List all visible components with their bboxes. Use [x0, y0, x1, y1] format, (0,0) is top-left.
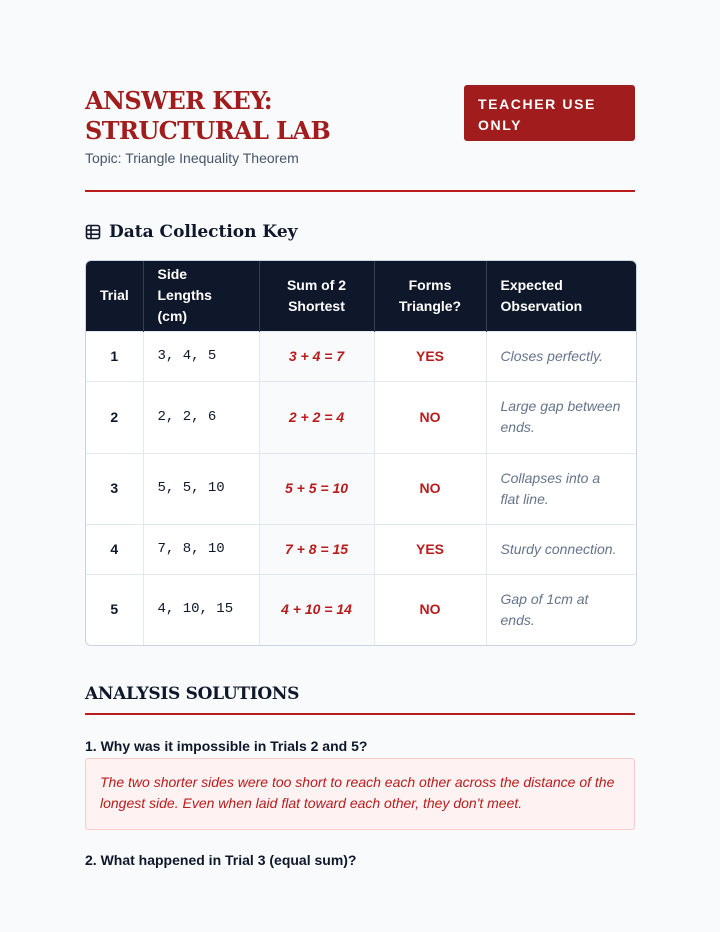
- data-collection-table: [86, 261, 636, 645]
- table-header-row: [86, 261, 636, 331]
- sum-cell: 5 + 5 = 10: [259, 453, 374, 524]
- forms-triangle-cell: YES: [374, 331, 486, 381]
- analysis-divider: [85, 713, 635, 715]
- table-row: [86, 453, 636, 524]
- trial-cell: 1: [86, 331, 143, 381]
- data-collection-heading: [85, 222, 298, 242]
- column-header: Trial: [86, 261, 143, 331]
- data-table-container: [85, 260, 637, 646]
- forms-triangle-cell: NO: [374, 381, 486, 453]
- data-collection-title: Data Collection Key: [109, 222, 298, 242]
- column-header: Side Lengths (cm): [143, 261, 259, 331]
- forms-triangle-cell: YES: [374, 524, 486, 574]
- forms-triangle-cell: NO: [374, 574, 486, 645]
- table-row: [86, 574, 636, 645]
- table-row: [86, 331, 636, 381]
- trial-cell: 5: [86, 574, 143, 645]
- header-divider: [85, 190, 635, 192]
- observation-cell: Closes perfectly.: [486, 331, 636, 381]
- forms-triangle-cell: NO: [374, 453, 486, 524]
- table-row: [86, 381, 636, 453]
- sum-cell: 4 + 10 = 14: [259, 574, 374, 645]
- sum-cell: 7 + 8 = 15: [259, 524, 374, 574]
- column-header: Forms Triangle?: [374, 261, 486, 331]
- table-row: [86, 524, 636, 574]
- question-1: 1. Why was it impossible in Trials 2 and 5?: [85, 738, 368, 754]
- analysis-heading: ANALYSIS SOLUTIONS: [85, 684, 300, 704]
- page-title: ANSWER KEY: STRUCTURAL LAB: [85, 86, 331, 145]
- page-header: [85, 0, 635, 192]
- observation-cell: Large gap between ends.: [486, 381, 636, 453]
- column-header: Expected Observation: [486, 261, 636, 331]
- side-lengths-cell: 2, 2, 6: [143, 381, 259, 453]
- side-lengths-cell: 3, 4, 5: [143, 331, 259, 381]
- question-2: 2. What happened in Trial 3 (equal sum)?: [85, 852, 357, 868]
- table-icon: [85, 224, 101, 240]
- observation-cell: Collapses into a flat line.: [486, 453, 636, 524]
- answer-key-page: [85, 0, 635, 868]
- side-lengths-cell: 5, 5, 10: [143, 453, 259, 524]
- column-header: Sum of 2 Shortest: [259, 261, 374, 331]
- trial-cell: 3: [86, 453, 143, 524]
- answer-1-box: The two shorter sides were too short to reach each other across the distance of the longest side. Even when laid flat toward each other, they don't meet.: [85, 758, 635, 830]
- observation-cell: Sturdy connection.: [486, 524, 636, 574]
- topic-subtitle: Topic: Triangle Inequality Theorem: [85, 150, 299, 166]
- side-lengths-cell: 7, 8, 10: [143, 524, 259, 574]
- observation-cell: Gap of 1cm at ends.: [486, 574, 636, 645]
- trial-cell: 4: [86, 524, 143, 574]
- sum-cell: 3 + 4 = 7: [259, 331, 374, 381]
- side-lengths-cell: 4, 10, 15: [143, 574, 259, 645]
- trial-cell: 2: [86, 381, 143, 453]
- teacher-use-badge: TEACHER USE ONLY: [464, 85, 635, 141]
- sum-cell: 2 + 2 = 4: [259, 381, 374, 453]
